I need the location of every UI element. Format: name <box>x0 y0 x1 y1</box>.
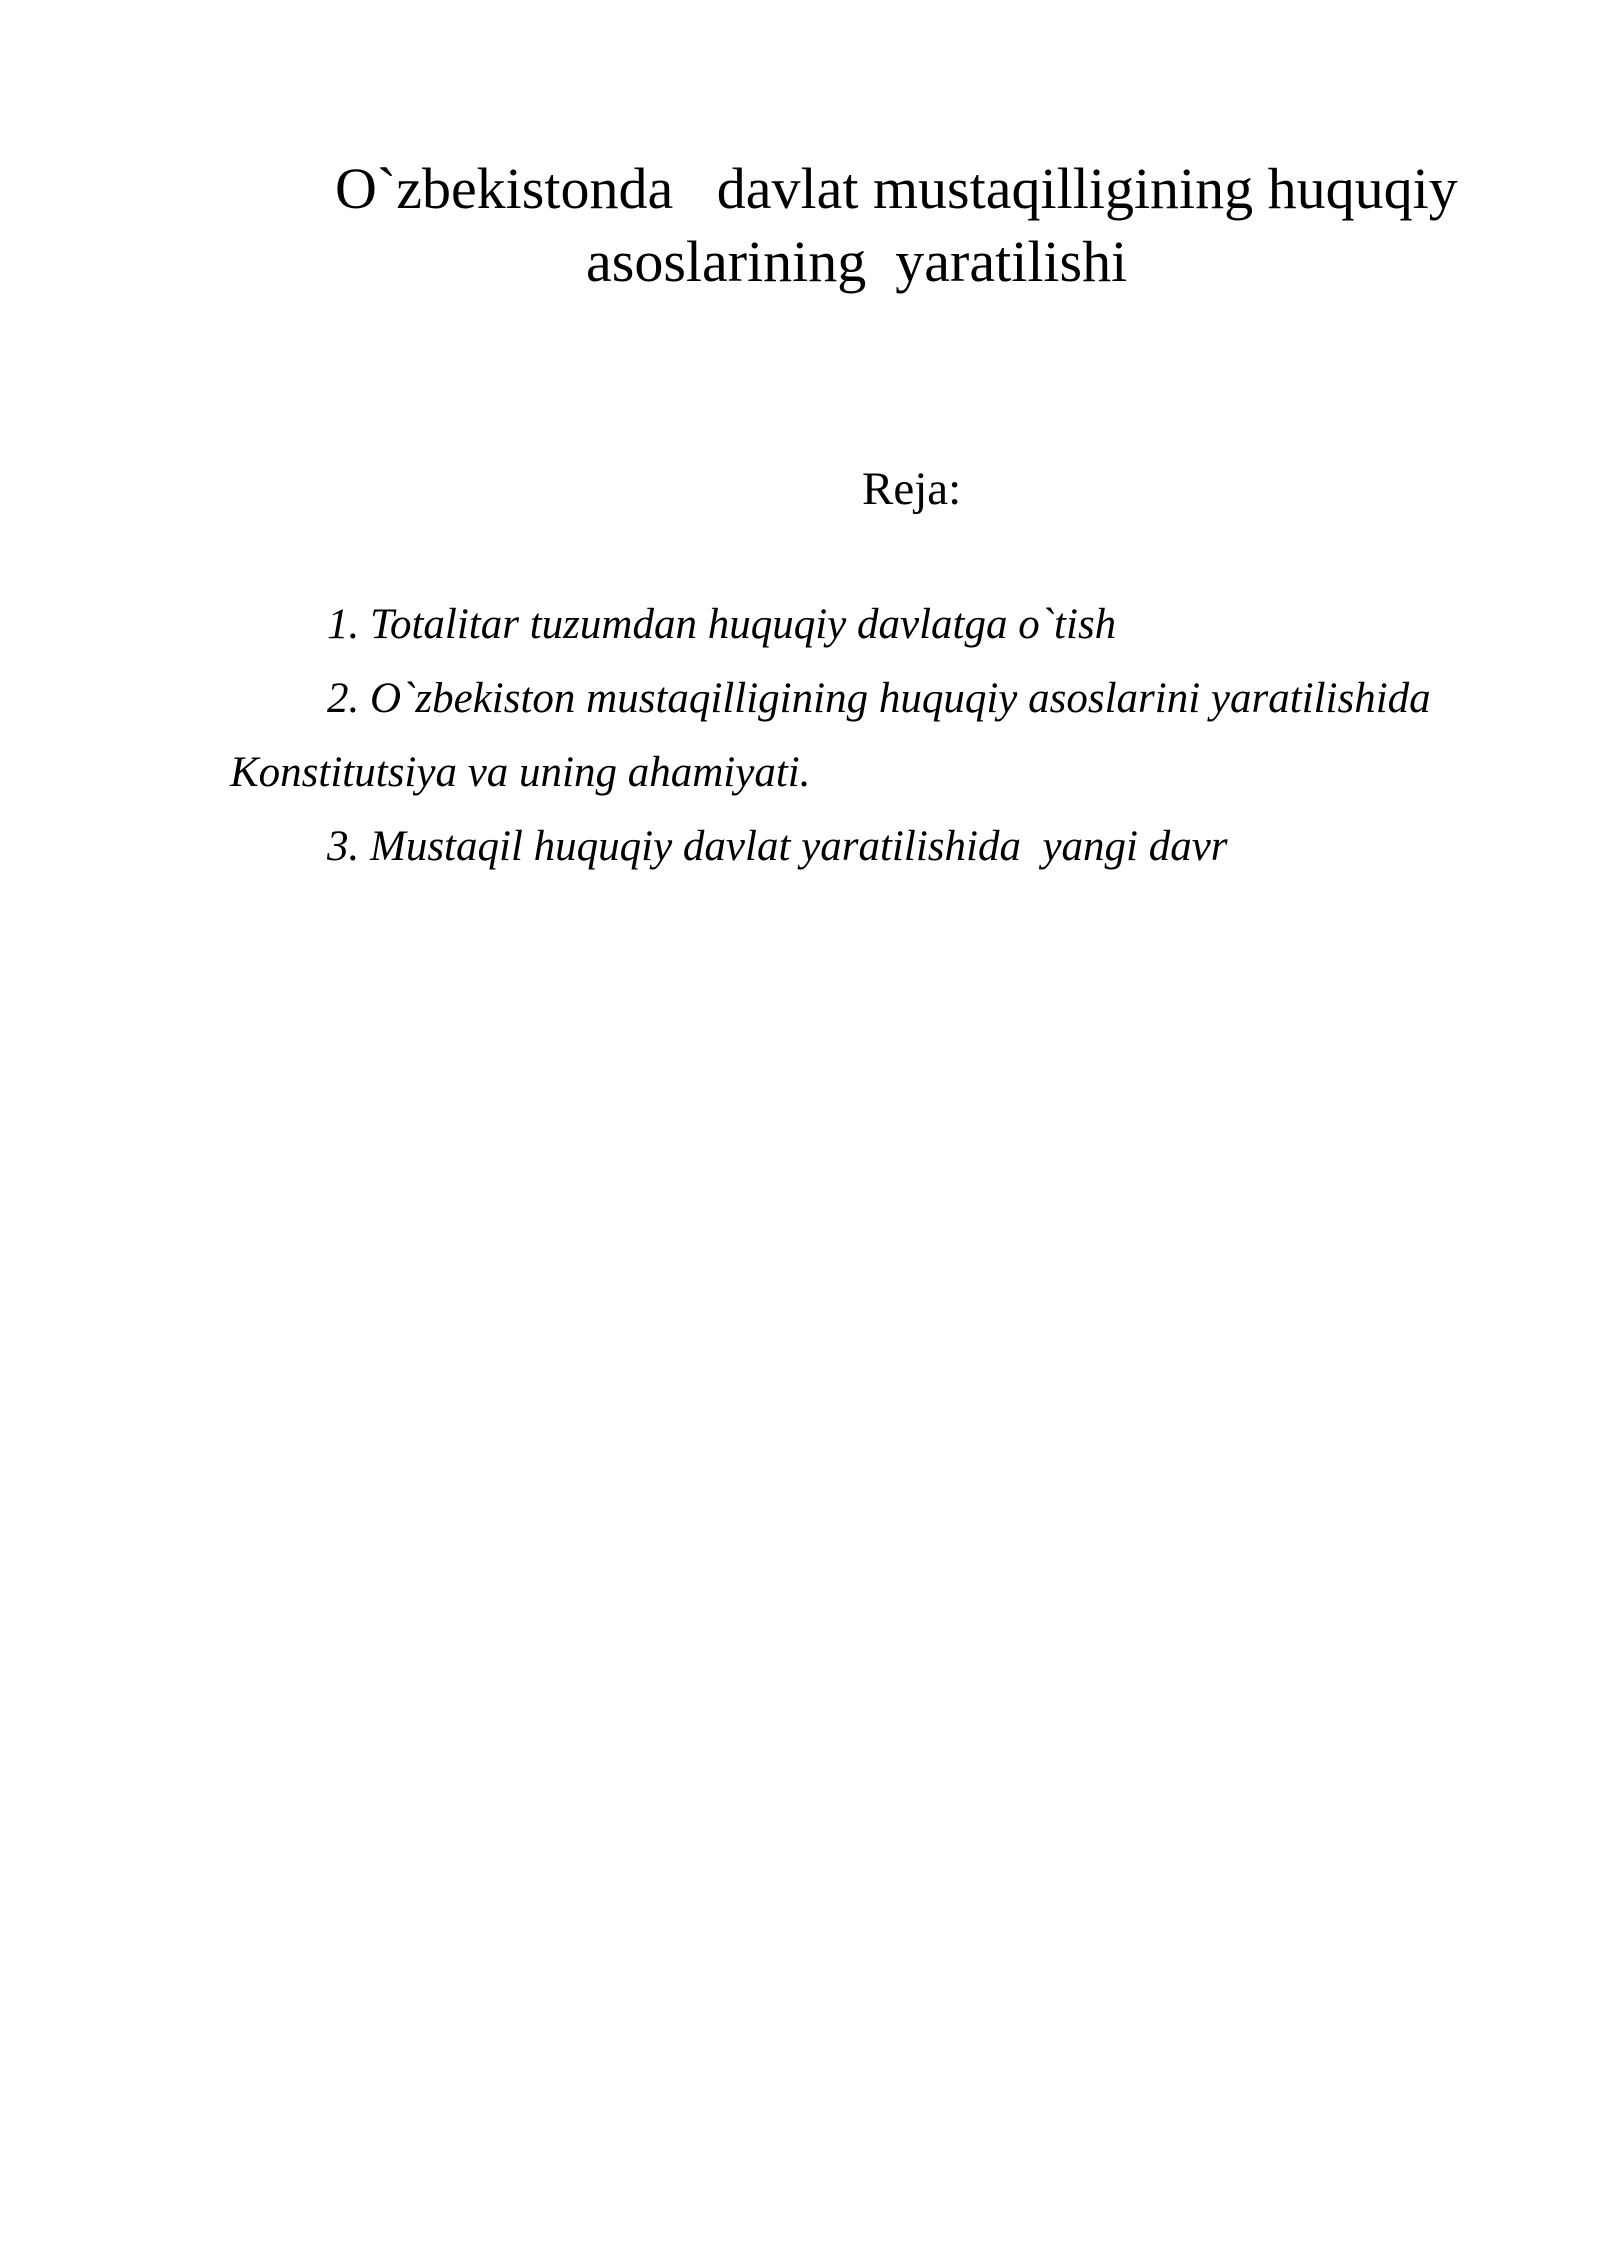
title-line-1: O`zbekistonda davlat mustaqilligining huquqiy <box>335 156 1458 221</box>
plan-item-text: O`zbekiston mustaqilligining huquqiy asoslarini yaratilishida Konstitutsiya va uning ahamiyati. <box>230 675 1442 796</box>
plan-list <box>230 588 1490 884</box>
plan-item-number: 1. <box>327 601 360 648</box>
plan-item-2 <box>230 662 1490 810</box>
plan-item-3 <box>230 810 1490 884</box>
plan-item-text: Mustaqil huquqiy davlat yaratilishida yangi davr <box>370 823 1228 870</box>
plan-heading: Reja: <box>862 463 962 515</box>
plan-item-number: 3. <box>327 823 360 870</box>
plan-item-1 <box>230 588 1490 662</box>
plan-item-text: Totalitar tuzumdan huquqiy davlatga o`tish <box>370 601 1117 648</box>
plan-item-number: 2. <box>327 675 360 722</box>
title-line-2: asoslarining yaratilishi <box>586 229 1128 294</box>
